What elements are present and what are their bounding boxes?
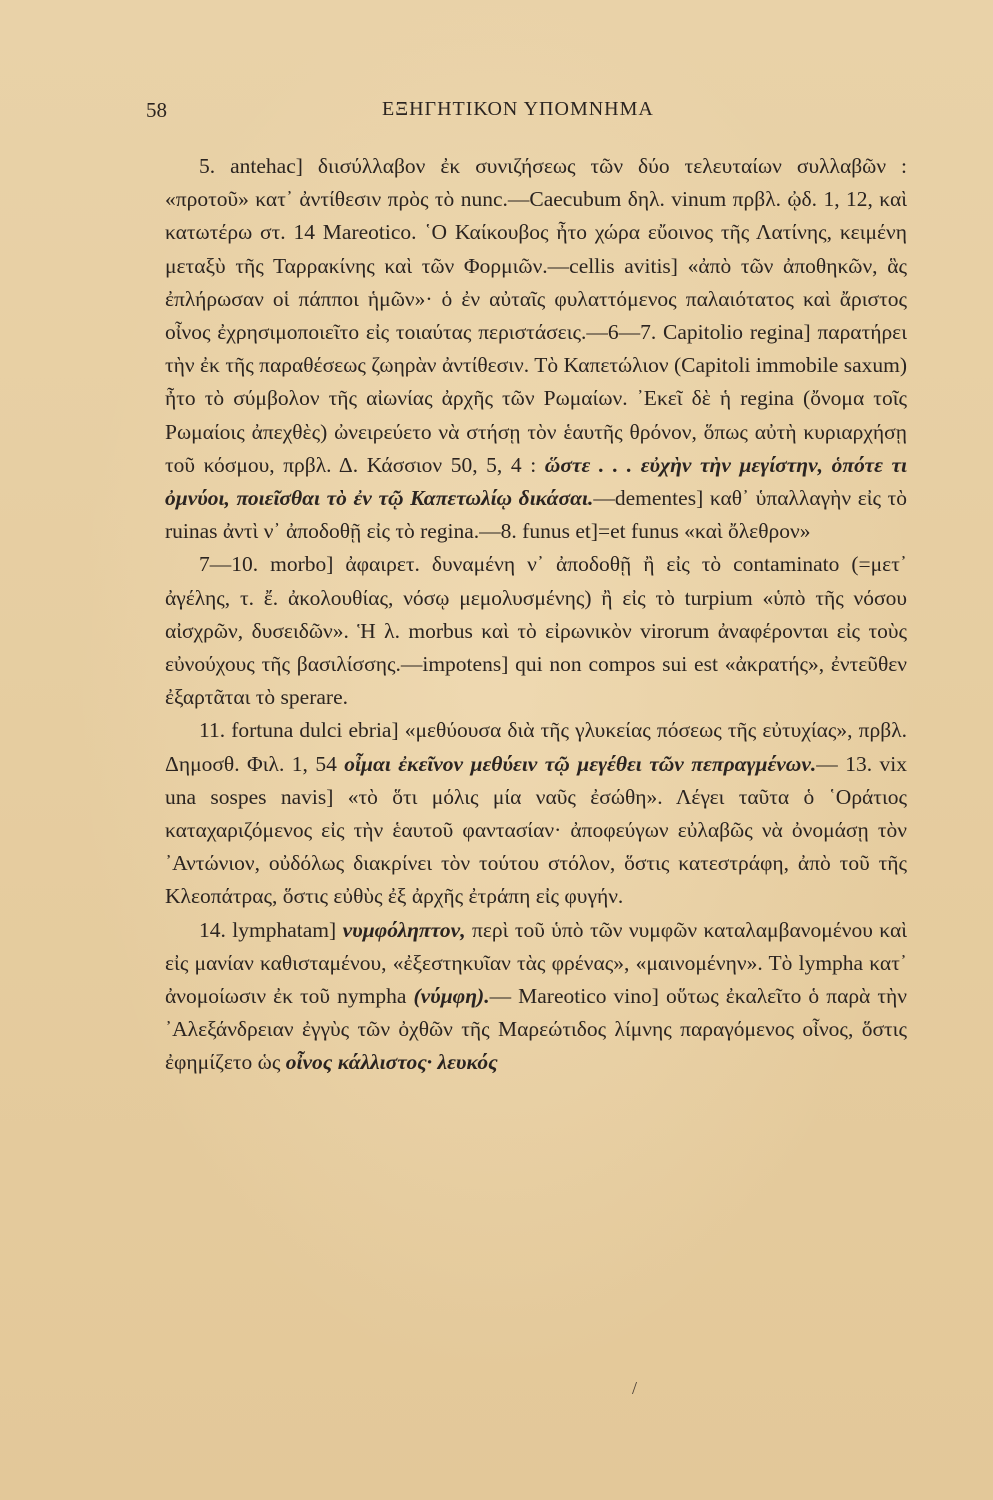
quoted-greek-text: ὥστε . . . εὐχὴν τὴν μεγίστην, ὁπότε τι ὀμνύοι, ποιεῖσθαι τὸ ἐν τῷ Καπετωλίῳ δικάσαι. — [165, 452, 907, 511]
paragraph-lines-5-8 — [165, 150, 907, 548]
running-head: ΕΞΗΓΗΤΙΚΟΝ ΥΠΟΜΝΗΜΑ — [382, 98, 654, 120]
text-segment: — Mareotico vino] οὕτως ἐκαλεῖτο ὁ παρὰ τὴν ᾿Αλεξάνδρειαν ἐγγὺς τῶν ὀχθῶν τῆς Μαρεώτιδος λίμνης παραγόμενος οἶνος, ὅστις ἐφημίζετο ὡς — [165, 984, 907, 1075]
text-segment: 11. fortuna dulci ebria] «μεθύουσα διὰ τῆς γλυκείας πόσεως τῆς εὐτυχίας», πρβλ. Δημοσθ. Φιλ. 1, 54 — [165, 718, 907, 776]
text-segment: —dementes] καθ᾽ ὑπαλλαγὴν εἰς τὸ ruinas ἀντὶ ν᾽ ἀποδοθῇ εἰς τὸ regina.—8. funus et]=et funus «καὶ ὄλεθρον» — [165, 486, 907, 544]
commentary-text — [165, 150, 907, 1080]
paragraph-line-14 — [165, 914, 907, 1080]
text-segment: περὶ τοῦ ὑπὸ τῶν νυμφῶν καταλαμβανομένου καὶ εἰς μανίαν καθισταμένου, «ἐξεστηκυῖαν τὰς φρένας», «μαινομένην». Τὸ lympha κατ᾽ ἀνομοίωσιν ἐκ τοῦ nympha — [165, 917, 907, 1009]
text-segment: — 13. vix una sospes navis] «τὸ ὅτι μόλις μία ναῦς ἐσώθη». Λέγει ταῦτα ὁ ῾Οράτιος καταχαριζόμενος εἰς τὴν ἑαυτοῦ φαντασίαν· ἀποφεύγων εὐλαβῶς νὰ ὀνομάσῃ τὸν ᾿Αντώνιον, οὐδόλως διακρίνει τὸν τούτου στόλον, ὅστις κατεστράφη, ἀπὸ τοῦ τῆς Κλεοπάτρας, ὅστις εὐθὺς ἐξ ἀρχῆς ἐτράπη εἰς φυγήν. — [165, 751, 907, 909]
stray-pencil-mark: / — [632, 1378, 638, 1398]
text-segment: 7—10. morbo] ἀφαιρετ. δυναμένη ν᾽ ἀποδοθῇ ἢ εἰς τὸ contaminato (=μετ᾽ ἀγέλης, τ. ἔ. ἀκολουθίας, νόσῳ μεμολυσμένης) ἢ εἰς τὸ turpium «ὑπὸ τῆς νόσου αἰσχρῶν, δυσειδῶν». Ἡ λ. morbus καὶ τὸ εἰρωνικὸν virorum ἀναφέρονται εἰς τοὺς εὐνούχους τῆς βασιλίσσης.—impotens] qui non compos sui est «ἀκρατής», ἐντεῦθεν ἐξαρτᾶται τὸ sperare. — [165, 552, 907, 710]
quoted-greek-text: οἶμαι ἐκεῖνον μεθύειν τῷ μεγέθει τῶν πεπραγμένων. — [344, 751, 817, 776]
quoted-greek-text: οἶνος κάλλιστος· λευκός — [285, 1050, 498, 1075]
quoted-greek-text: νυμφόληπτον, — [342, 917, 466, 942]
text-segment: 14. lymphatam] — [199, 917, 343, 942]
paragraph-lines-11-13 — [165, 714, 907, 913]
quoted-greek-text: (νύμφη). — [413, 984, 490, 1009]
page-number: 58 — [146, 98, 167, 122]
page-header — [146, 98, 866, 128]
text-segment: 5. antehac] διισύλλαβον ἐκ συνιζήσεως τῶν δύο τελευταίων συλλαβῶν : «προτοῦ» κατ᾽ ἀντίθεσιν πρὸς τὸ nunc.—Caecubum δηλ. vinum πρβλ. ᾠδ. 1, 12, καὶ κατωτέρω στ. 14 Mareotico. ῾Ο Καίκουβος ἦτο χώρα εὔοινος τῆς Λατίνης, κειμένη μεταξὺ τῆς Ταρρακίνης καὶ τῶν Φορμιῶν.—cellis avitis] «ἀπὸ τῶν ἀποθηκῶν, ἃς ἐπλήρωσαν οἱ πάπποι ἡμῶν»· ὁ ἐν αὐταῖς φυλαττόμενος παλαιότατος καὶ ἄριστος οἶνος ἐχρησιμοποιεῖτο εἰς τοιαύτας περιστάσεις.—6—7. Capitolio regina] παρατήρει τὴν ἐκ τῆς παραθέσεως ζωηρὰν ἀντίθεσιν. Τὸ Καπετώλιον (Capitoli immobile saxum) ἦτο τὸ σύμβολον τῆς αἰωνίας ἀρχῆς τῶν Ρωμαίων. ᾿Εκεῖ δὲ ἡ regina (ὄνομα τοῖς Ρωμαίοις ἀπεχθὲς) ὠνειρεύετο νὰ στήσῃ τὸν ἑαυτῆς θρόνον, ὅπως αὐτὴ κυριαρχήσῃ τοῦ κόσμου, πρβλ. Δ. Κάσσιον 50, 5, 4 : — [165, 154, 907, 477]
paragraph-lines-7-10 — [165, 548, 907, 714]
